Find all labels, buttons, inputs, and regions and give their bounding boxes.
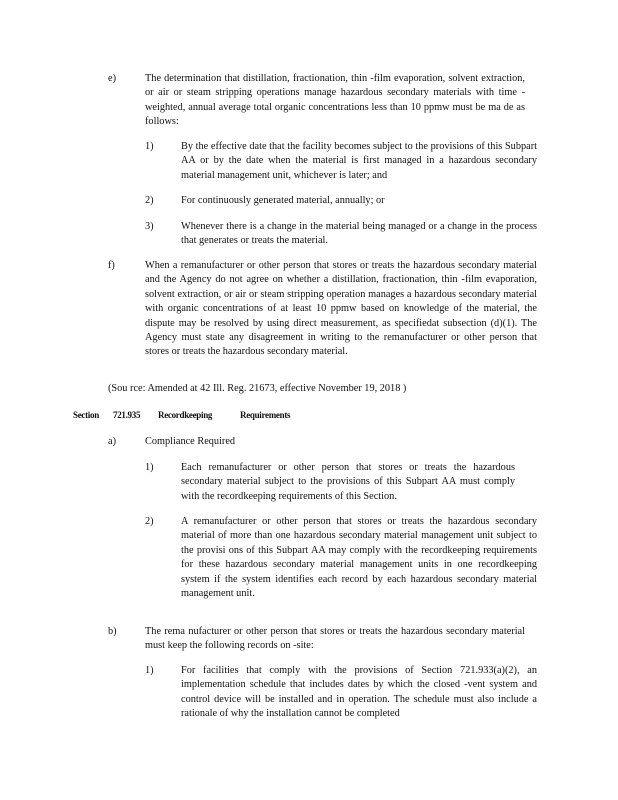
subsection-b-item-1-label: 1) [145, 665, 154, 676]
subsection-e-item-2-text: For continuously generated material, annually; or [181, 195, 385, 206]
section-number: 721.935 [113, 410, 141, 420]
subsection-e-item-3-text: Whenever there is a change in the material being managed or a change in the process that generates or treats the material. [181, 221, 537, 247]
subsection-e-label: e) [108, 73, 116, 84]
subsection-a-item-1-label: 1) [145, 462, 154, 473]
subsection-e-item-3-label: 3) [145, 221, 154, 232]
subsection-f-text: When a remanufacturer or other person that stores or treats the hazardous secondary material and the Agency do not agree on whether a distillation, fractionation, thin -film evaporation, solvent extraction, or air or steam stripping operation manages a hazardous secondary material with organic concentrations of at least 10 ppmw based on knowledge of the material, the dispute may be resolved by using direct measurement, as specifiedat subsection (d)(1). The Agency must state any disagreement in writing to the remanufacturer or other person that stores or treats the hazardous secondary material. [145, 260, 537, 358]
subsection-f-label: f) [108, 260, 115, 271]
subsection-b-label: b) [108, 626, 117, 637]
subsection-a-heading: Compliance Required [145, 436, 236, 447]
subsection-a-item-2-label: 2) [145, 516, 154, 527]
subsection-e-item-1-text: By the effective date that the facility becomes subject to the provisions of this Subpart AA or by the date when the material is first managed in a hazardous secondary material management unit, whichever is later; and [181, 141, 537, 181]
subsection-a-item-2-text: A remanufacturer or other person that stores or treats the hazardous secondary material of more than one hazardous secondary material management unit subject to the provisi ons of this Subpart AA may comply with the recordkeeping requirements for these hazardous secondary material management units in one recordkeeping system if the system identifies each record by each hazardous secondary material management unit. [181, 516, 537, 600]
subsection-a-label: a) [108, 436, 116, 447]
subsection-e-item-1-label: 1) [145, 141, 154, 152]
subsection-b-text: The rema nufacturer or other person that stores or treats the hazardous secondary material must keep the following records on -site: [145, 626, 525, 652]
subsection-e-text: The determination that distillation, fractionation, thin -film evaporation, solvent extraction, or air or steam stripping operations manage hazardous secondary materials with time -weighted, annual average total organic concentrations less than 10 ppmw must be ma de as follows: [145, 73, 525, 128]
section-title-recordkeeping: Recordkeeping [158, 410, 213, 420]
source-note: (Sou rce: Amended at 42 Ill. Reg. 21673, effective November 19, 2018 ) [108, 383, 407, 394]
section-title-requirements: Requirements [240, 410, 291, 420]
subsection-b-item-1-text: For facilities that comply with the provisions of Section 721.933(a)(2), an implementation schedule that includes dates by which the closed -vent system and control device will be installed and in operation. The schedule must also include a rationale of why the installation cannot be completed [181, 665, 537, 720]
section-word: Section [73, 410, 99, 420]
subsection-e-item-2-label: 2) [145, 195, 154, 206]
subsection-a-item-1-text: Each remanufacturer or other person that stores or treats the hazardous secondary material subject to the provisions of this Subpart AA must comply with the recordkeeping requirements of this Section. [181, 462, 515, 502]
